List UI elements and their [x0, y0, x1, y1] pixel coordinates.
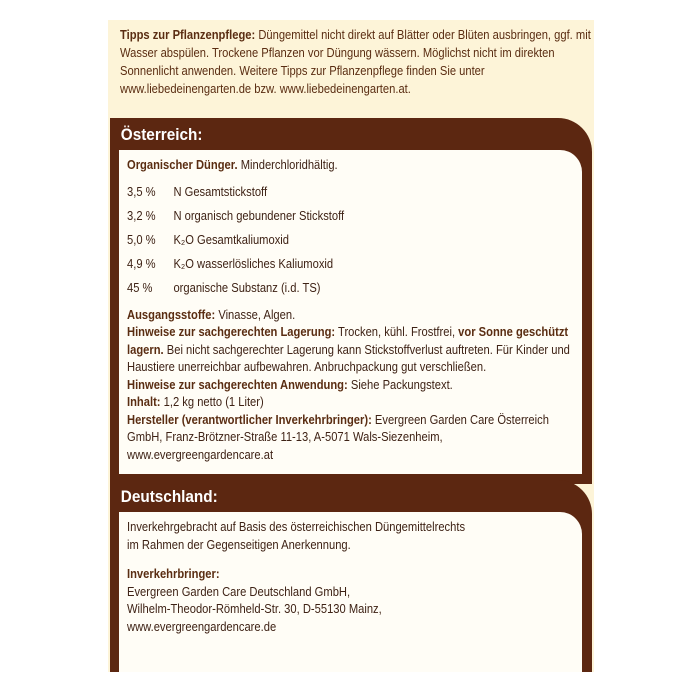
fertilizer-type-label: Organischer Dünger. [127, 157, 238, 172]
inhalt-label: Inhalt: [127, 394, 161, 409]
company-website: www.evergreengardencare.de [127, 618, 277, 634]
germany-content [127, 518, 583, 635]
nutrient-row [127, 180, 583, 204]
fertilizer-type-text: Minderchloridhältig. [240, 157, 338, 172]
nutrient-row [127, 204, 583, 228]
germany-section [110, 480, 592, 672]
austria-section [110, 118, 592, 484]
anwendung-label: Hinweise zur sachgerechten Anwendung: [127, 376, 348, 392]
anwendung-text: Siehe Packungstext. [350, 376, 453, 392]
nutrient-percent: 4,9 % [127, 255, 156, 271]
austria-title: Österreich: [120, 125, 203, 144]
nutrient-name: N organisch gebundener Stickstoff [173, 207, 345, 223]
care-tips-heading: Tipps zur Pflanzenpflege: [120, 27, 256, 42]
nutrient-percent: 5,0 % [127, 231, 156, 247]
nutrient-row [127, 252, 583, 276]
nutrient-percent: 3,2 % [127, 207, 156, 223]
company-address: Wilhelm-Theodor-Römheld-Str. 30, D-55130 Mainz, [127, 601, 382, 616]
nutrient-name: K₂O Gesamtkaliumoxid [173, 231, 290, 247]
lagerung-text-2: Bei nicht sachgerechter Lagerung kann Stickstoffverlust auftreten. Für Kinder und Haustiere unerreichbar aufbewahren. Anbruchpackung gut verschließen. [127, 341, 570, 374]
germany-panel [119, 512, 582, 672]
care-tips [120, 26, 591, 98]
lagerung-bold: vor Sonne geschützt lagern. [127, 324, 569, 357]
germany-intro-line-2: im Rahmen der Gegenseitigen Anerkennung. [127, 536, 351, 552]
lagerung-text: Trocken, kühl. Frostfrei, [338, 324, 456, 339]
inverkehrbringer-label: Inverkehrbringer: [127, 566, 220, 581]
germany-title: Deutschland: [120, 487, 218, 506]
hersteller-label: Hersteller (verantwortlicher Inverkehrbringer): [127, 411, 372, 427]
nutrient-row [127, 276, 583, 300]
austria-content [127, 156, 583, 463]
nutrient-percent: 3,5 % [127, 183, 156, 199]
care-tips-text: Düngemittel nicht direkt auf Blätter oder Blüten ausbringen, ggf. mit Wasser abspülen. Trockene Pflanzen vor Düngung wässern. Möglichst nicht im direkten Sonnenlicht anwenden. Weitere Tipps zur Pflanzenpflege finden Sie unter www.liebedeinengarten.de bzw. www.liebedeinengarten.at. [120, 27, 591, 96]
hersteller-text: Evergreen Garden Care Österreich GmbH, Franz-Brötzner-Straße 11-13, A-5071 Wals-Siezenheim, www.evergreengardencare.at [127, 411, 549, 462]
nutrient-name: N Gesamtstickstoff [173, 183, 268, 199]
nutrient-name: organische Substanz (i.d. TS) [173, 279, 321, 295]
nutrient-percent: 45 % [127, 279, 153, 295]
inhalt-text: 1,2 kg netto (1 Liter) [163, 394, 264, 409]
germany-intro-line-1: Inverkehrgebracht auf Basis des österreichischen Düngemittelrechts [127, 519, 466, 534]
lagerung-label: Hinweise zur sachgerechten Lagerung: [127, 324, 336, 339]
nutrient-name: K₂O wasserlösliches Kaliumoxid [173, 255, 334, 271]
product-label [108, 20, 594, 672]
company-name: Evergreen Garden Care Deutschland GmbH, [127, 583, 351, 599]
austria-panel [119, 150, 582, 474]
ausgangsstoffe-label: Ausgangsstoffe: [127, 306, 216, 322]
ausgangsstoffe-text: Vinasse, Algen. [218, 306, 296, 322]
nutrient-row [127, 228, 583, 252]
